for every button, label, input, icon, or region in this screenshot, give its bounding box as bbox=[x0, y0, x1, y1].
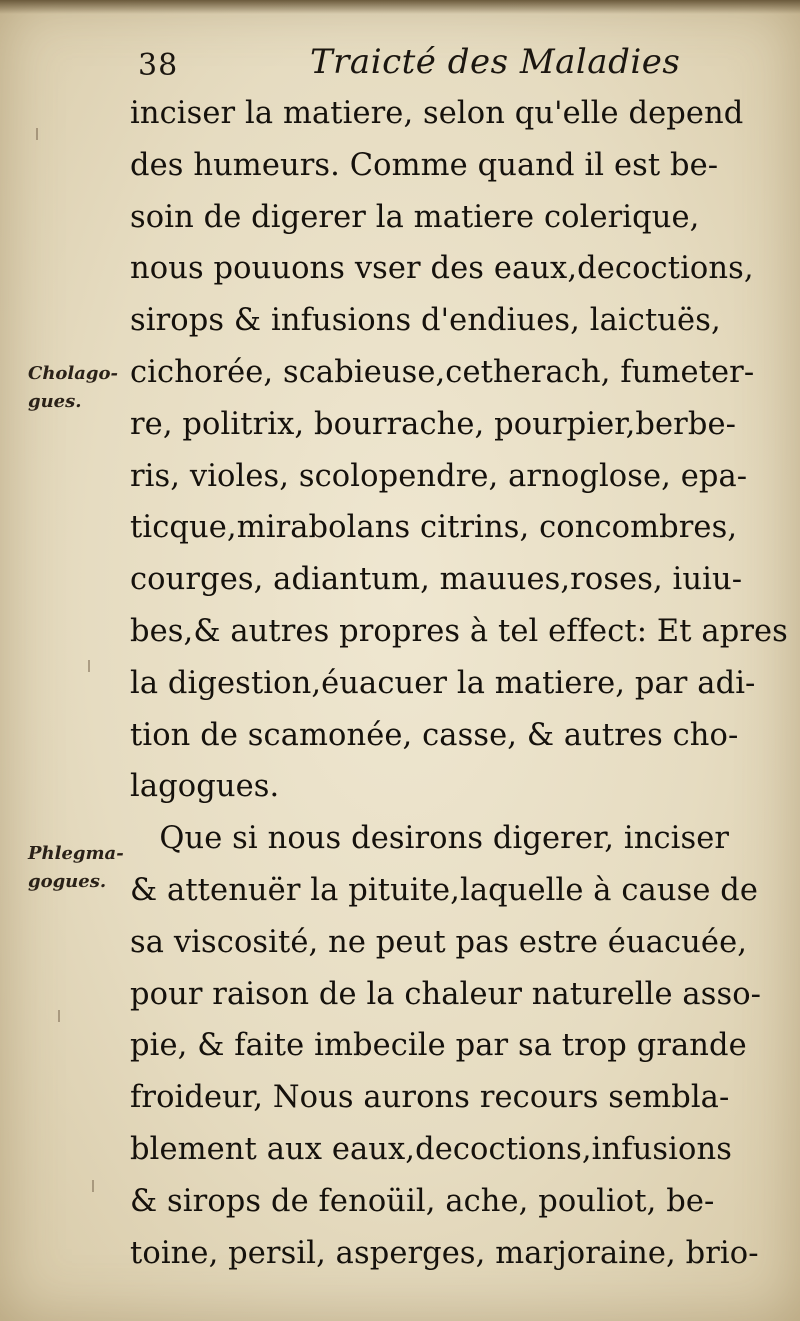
text-line: nous pouuons vser des eaux,decoctions, bbox=[130, 251, 754, 287]
ink-speck bbox=[88, 660, 90, 672]
text-line: sirops & infusions d'endiues, laictuës, bbox=[130, 303, 721, 339]
page-header bbox=[0, 38, 800, 88]
ink-speck bbox=[92, 1180, 94, 1192]
margin-note-line: Phlegma- bbox=[28, 843, 124, 864]
text-line: ticque,mirabolans citrins, concombres, bbox=[130, 510, 738, 546]
page-top-shadow bbox=[0, 0, 800, 14]
ink-speck bbox=[36, 128, 38, 140]
text-line: cichorée, scabieuse,cetherach, fumeter- bbox=[130, 354, 755, 390]
text-line: froideur, Nous aurons recours sembla- bbox=[130, 1080, 730, 1116]
body-text bbox=[130, 88, 788, 1279]
margin-note-line: Cholago- bbox=[28, 363, 118, 384]
text-line: sa viscosité, ne peut pas estre éuacuée, bbox=[130, 924, 748, 960]
margin-note-cholagogues bbox=[28, 360, 118, 416]
text-line: toine, persil, asperges, marjoraine, brio- bbox=[130, 1235, 759, 1271]
running-title: Traicté des Maladies bbox=[310, 42, 681, 82]
text-line: Que si nous desirons digerer, inciser bbox=[130, 821, 730, 857]
text-line: des humeurs. Comme quand il est be- bbox=[130, 147, 719, 183]
text-line: courges, adiantum, mauues,roses, iuiu- bbox=[130, 562, 743, 598]
text-line: ris, violes, scolopendre, arnoglose, epa- bbox=[130, 458, 748, 494]
margin-note-line: gues. bbox=[28, 391, 82, 412]
ink-speck bbox=[58, 1010, 60, 1022]
text-line: & sirops de fenoüil, ache, pouliot, be- bbox=[130, 1183, 715, 1219]
page-number: 38 bbox=[138, 48, 179, 83]
text-line: tion de scamonée, casse, & autres cho- bbox=[130, 717, 739, 753]
text-line: & attenuër la pituite,laquelle à cause de bbox=[130, 872, 759, 908]
text-line: pie, & faite imbecile par sa trop grande bbox=[130, 1028, 747, 1064]
text-line: inciser la matiere, selon qu'elle depend bbox=[130, 96, 744, 131]
text-line: lagogues. bbox=[130, 769, 280, 805]
margin-note-line: gogues. bbox=[28, 871, 107, 892]
margin-note-phlegmagogues bbox=[28, 840, 124, 896]
text-line: re, politrix, bourrache, pourpier,berbe- bbox=[130, 406, 737, 442]
text-line: la digestion,éuacuer la matiere, par adi- bbox=[130, 665, 756, 701]
text-line: pour raison de la chaleur naturelle asso- bbox=[130, 976, 762, 1012]
text-line: bes,& autres propres à tel effect: Et apres bbox=[130, 613, 788, 649]
text-line: soin de digerer la matiere colerique, bbox=[130, 199, 700, 235]
text-line: blement aux eaux,decoctions,infusions bbox=[130, 1131, 732, 1167]
